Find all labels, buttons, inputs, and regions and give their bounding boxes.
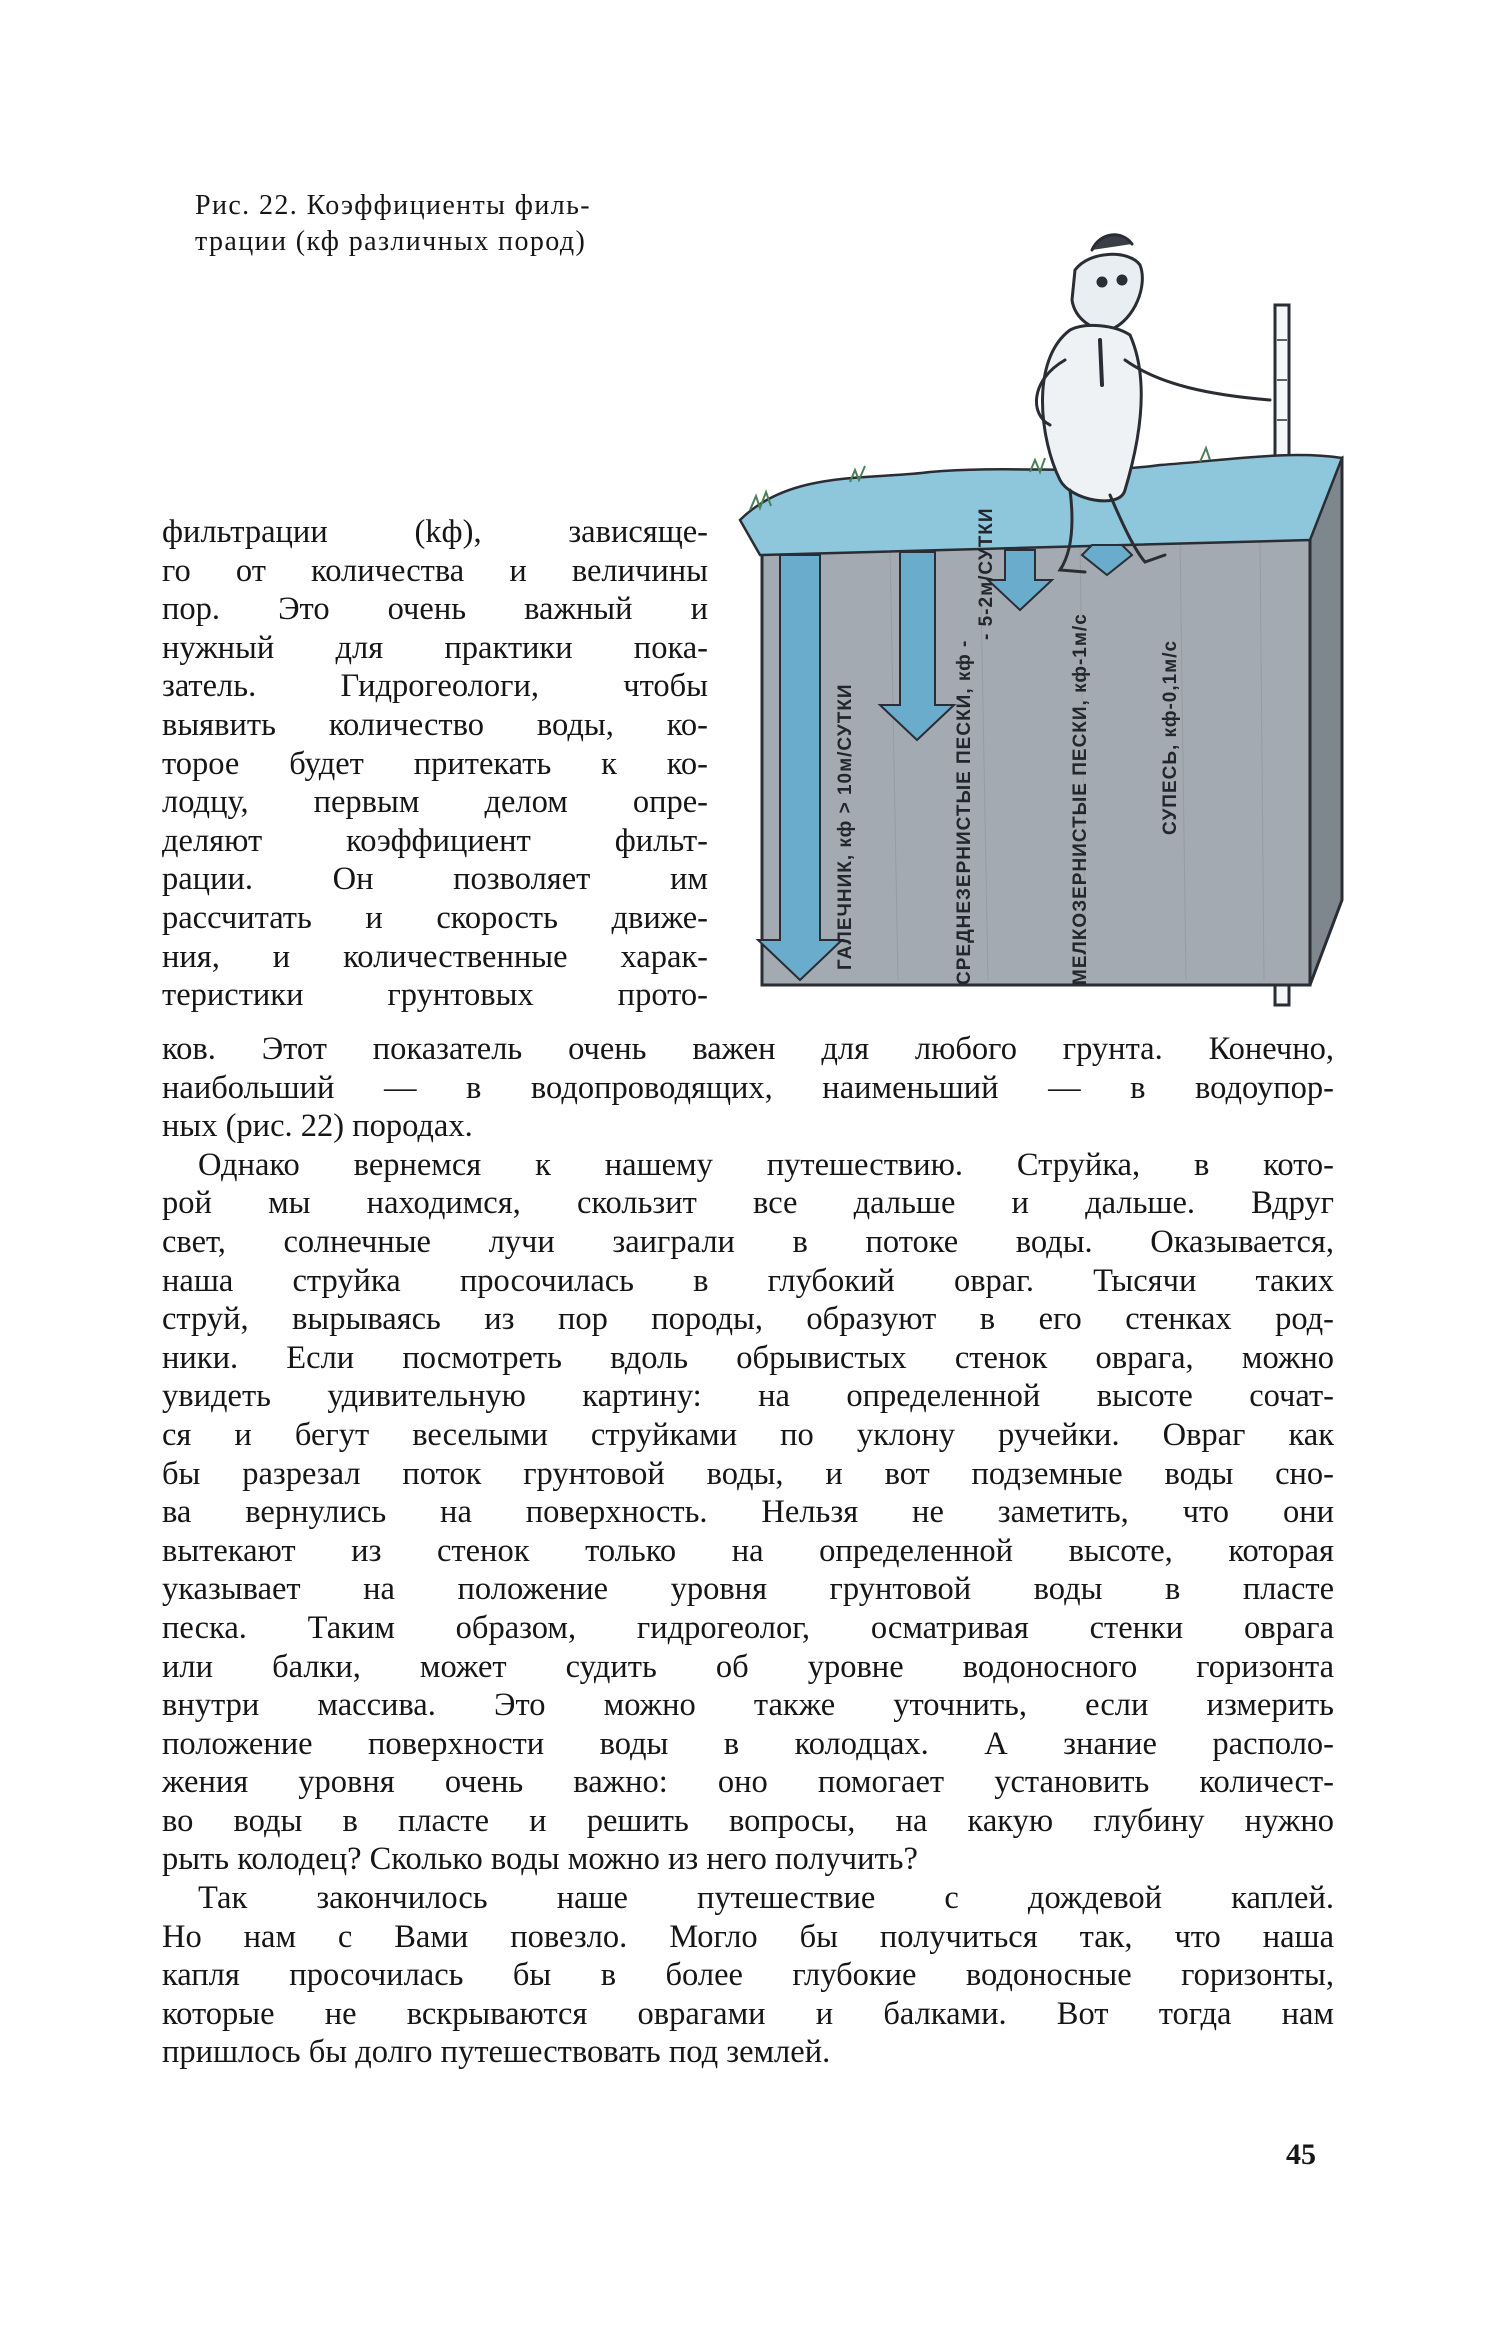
soil-section-drawing	[730, 210, 1350, 1010]
text-line: рассчитать и скорость движе-	[162, 899, 708, 936]
text-line: Так закончилось наше путешествие с дождевой каплей.	[198, 1880, 1334, 1917]
text-line: во воды в пласте и решить вопросы, на какую глубину нужно	[162, 1802, 1334, 1839]
text-line: ков. Этот показатель очень важен для любого грунта. Конечно,	[162, 1031, 1334, 1067]
text-line: капля просочилась бы в более глубокие водоносные горизонты,	[162, 1957, 1334, 1994]
text-line: фильтрации (kф), зависяще-	[162, 514, 708, 550]
text-line: лодцу, первым делом опре-	[162, 784, 708, 821]
page-number: 45	[1286, 2138, 1316, 2171]
text-line: положение поверхности воды в колодцах. А знание располо-	[162, 1725, 1334, 1762]
text-line: затель. Гидрогеологи, чтобы	[162, 668, 708, 705]
text-line: свет, солнечные лучи заиграли в потоке воды. Оказывается,	[162, 1223, 1334, 1260]
text-line: ния, и количественные харак-	[162, 938, 708, 975]
text-line: которые не вскрываются оврагами и балками. Вот тогда нам	[162, 1995, 1334, 2032]
text-line: вытекают из стенок только на определенной высоте, которая	[162, 1532, 1334, 1569]
caption-line: трации (кф различных пород)	[195, 226, 587, 257]
label-fine-sand: МЕЛКОЗЕРНИСТЫЕ ПЕСКИ, кф-1м/с	[1070, 613, 1091, 985]
text-line: теристики грунтовых прото-	[162, 977, 708, 1014]
paragraph-wrapped	[162, 513, 708, 1015]
text-line: бы разрезал поток грунтовой воды, и вот подземные воды сно-	[162, 1455, 1334, 1492]
soil-block-side	[1310, 458, 1342, 985]
text-line: рации. Он позволяет им	[162, 861, 708, 898]
text-line: внутри массива. Это можно также уточнить, если измерить	[162, 1687, 1334, 1724]
label-sandy-loam: СУПЕСЬ, кф-0,1м/с	[1160, 639, 1181, 835]
text-line: ся и бегут веселыми струйками по уклону ручейки. Овраг как	[162, 1416, 1334, 1453]
text-line: ных (рис. 22) породах.	[162, 1108, 473, 1145]
figure-caption	[195, 188, 695, 260]
paragraph-full-width	[162, 1030, 1334, 2072]
text-line: Но нам с Вами повезло. Могло бы получиться так, что наша	[162, 1918, 1334, 1955]
text-line: песка. Таким образом, гидрогеолог, осматривая стенки оврага	[162, 1609, 1334, 1646]
label-gravel: ГАЛЕЧНИК, кф > 10м/СУТКИ	[835, 683, 856, 970]
text-line: увидеть удивительную картину: на определенной высоте сочат-	[162, 1378, 1334, 1415]
text-line: рыть колодец? Сколько воды можно из него получить?	[162, 1841, 918, 1878]
text-line: деляют коэффициент фильт-	[162, 822, 708, 859]
filtration-illustration	[730, 210, 1350, 1010]
text-line: указывает на положение уровня грунтовой воды в пласте	[162, 1571, 1334, 1608]
text-line: наша струйка просочилась в глубокий овраг. Тысячи таких	[162, 1262, 1334, 1299]
text-line: струй, вырываясь из пор породы, образуют в его стенках род-	[162, 1301, 1334, 1338]
text-line: или балки, может судить об уровне водоносного горизонта	[162, 1648, 1334, 1685]
text-line: го от количества и величины	[162, 552, 708, 589]
text-line: ва вернулись на поверхность. Нельзя не заметить, что они	[162, 1494, 1334, 1531]
label-medium-sand-rate: - 5-2м/СУТКИ	[976, 507, 997, 640]
text-line: рой мы находимся, скользит все дальше и дальше. Вдруг	[162, 1185, 1334, 1222]
text-line: торое будет притекать к ко-	[162, 745, 708, 782]
text-line: пор. Это очень важный и	[162, 591, 708, 628]
label-medium-sand: СРЕДНЕЗЕРНИСТЫЕ ПЕСКИ, кф -	[954, 639, 975, 985]
text-line: наибольший — в водопроводящих, наименьший — в водоупор-	[162, 1069, 1334, 1106]
text-line: ники. Если посмотреть вдоль обрывистых стенок оврага, можно	[162, 1339, 1334, 1376]
caption-line: Рис. 22. Коэффициенты филь-	[195, 190, 591, 221]
text-line: пришлось бы долго путешествовать под землей.	[162, 2034, 831, 2071]
text-line: Однако вернемся к нашему путешествию. Струйка, в кото-	[198, 1146, 1334, 1183]
text-line: жения уровня очень важно: оно помогает установить количест-	[162, 1764, 1334, 1801]
text-line: нужный для практики пока-	[162, 629, 708, 666]
text-line: выявить количество воды, ко-	[162, 706, 708, 743]
